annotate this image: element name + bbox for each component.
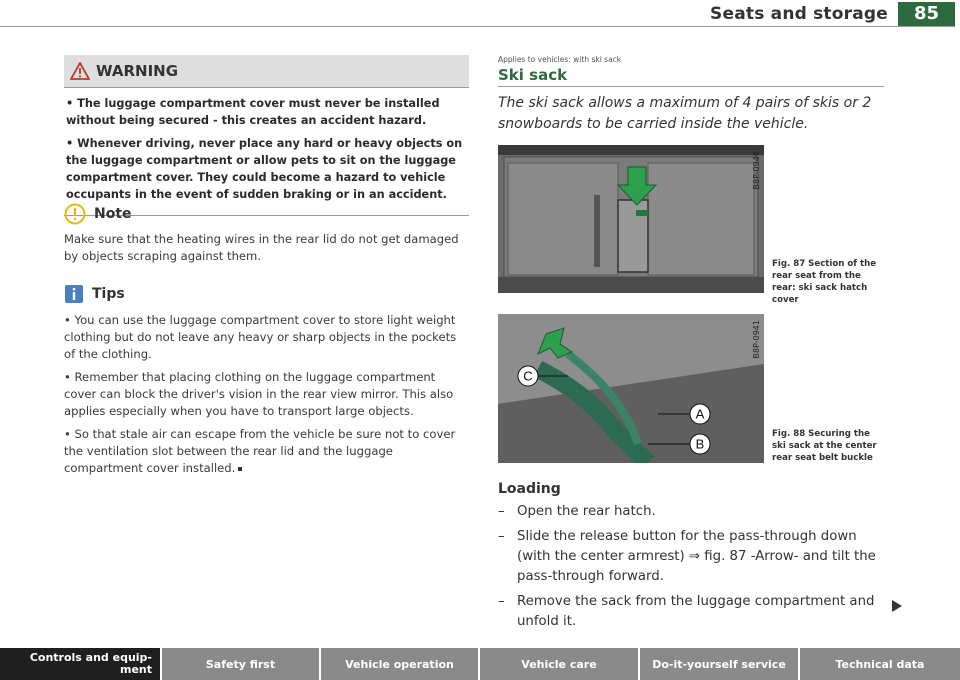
tab-vehicle-care[interactable] [480, 648, 640, 680]
warning-box [64, 55, 469, 216]
end-of-section-marker [238, 467, 242, 471]
tab-label-line: ment [119, 663, 152, 676]
step-dash: – [498, 504, 505, 519]
figure-88-caption: Fig. 88 Securing the ski sack at the center rear seat belt buckle [772, 429, 877, 463]
tab-technical-data[interactable] [800, 648, 960, 680]
figure-88-image [498, 314, 764, 463]
tab-do-it-yourself-service[interactable] [640, 648, 800, 680]
page-number: 85 [898, 2, 955, 26]
loading-heading: Loading [498, 481, 561, 497]
tab-controls-and-equipment[interactable] [0, 648, 162, 680]
tab-label: Vehicle operation [345, 657, 454, 671]
ski-sack-illustration [498, 314, 764, 463]
step-text: Slide the release button for the pass-through down (with the center armrest) ⇒ fig. 87 -Arrow- and tilt the pass-through forward. [517, 529, 876, 584]
header-rule [0, 26, 955, 27]
warning-heading [64, 55, 469, 88]
callout-a: A [695, 406, 705, 422]
tab-label-line: Controls and equip- [29, 651, 152, 664]
step-text: Remove the sack from the luggage compartment and unfold it. [517, 594, 875, 629]
note-text: Make sure that the heating wires in the rear lid do not get damaged by objects scraping against them. [64, 232, 459, 263]
warning-item: • The luggage compartment cover must never be installed without being secured - this creates an accident hazard. [66, 97, 440, 127]
info-icon [64, 284, 84, 304]
tab-safety-first[interactable] [162, 648, 321, 680]
tip-item-text: • So that stale air can escape from the vehicle be sure not to cover the ventilation slot between the rear lid and the luggage compartment cover installed. [64, 427, 456, 475]
note-section [64, 203, 469, 265]
tips-section [64, 284, 469, 483]
tip-item: • Remember that placing clothing on the luggage compartment cover can block the driver's vision in the rear view mirror. This also applies especially when you have to transport large objects. [64, 370, 454, 418]
page-header-title: Seats and storage [710, 4, 888, 24]
warning-item: • Whenever driving, never place any hard or heavy objects on the luggage compartment or allow pets to sit on the luggage compartment cover. They could become a hazard to vehicle occupants in the event of sudden braking or in an accident. [66, 137, 463, 201]
applies-to: Applies to vehicles: with ski sack [498, 55, 622, 64]
tips-heading [64, 284, 469, 304]
note-title: Note [94, 206, 132, 222]
loading-steps [498, 502, 890, 637]
step-text: Open the rear hatch. [517, 504, 656, 519]
tips-title: Tips [92, 286, 125, 302]
figure-87-caption: Fig. 87 Section of the rear seat from the rear: ski sack hatch cover [772, 259, 877, 305]
footer-nav [0, 648, 960, 680]
warning-title: WARNING [96, 62, 179, 80]
figure-code: B8P-0941 [752, 320, 761, 359]
figure-code: B8P-0940 [752, 151, 761, 190]
step-item [498, 502, 890, 522]
callout-b: B [695, 436, 705, 452]
warning-triangle-icon [70, 62, 90, 80]
note-heading [64, 203, 469, 225]
figure-87-image [498, 145, 764, 293]
step-item [498, 592, 890, 632]
step-dash: – [498, 594, 505, 609]
tab-label: Technical data [835, 657, 925, 671]
tab-label: Safety first [205, 657, 276, 671]
step-item [498, 527, 890, 587]
section-title: Ski sack [498, 66, 568, 84]
note-exclamation-icon [64, 203, 86, 225]
rear-seat-illustration [498, 145, 764, 293]
section-rule [498, 86, 884, 87]
tab-label: Vehicle care [521, 657, 597, 671]
tab-label: Do-it-yourself service [652, 657, 786, 671]
tab-vehicle-operation[interactable] [321, 648, 480, 680]
callout-c: C [523, 368, 533, 384]
step-dash: – [498, 529, 505, 544]
tip-item: • You can use the luggage compartment cover to store light weight clothing but do not leave any heavy or sharp objects in the pockets of the clothing. [64, 313, 457, 361]
tips-list [64, 312, 469, 477]
warning-body [64, 88, 469, 216]
continue-arrow-icon [892, 600, 902, 612]
section-lead: The ski sack allows a maximum of 4 pairs of skis or 2 snowboards to be carried inside the vehicle. [498, 95, 872, 132]
tip-item [64, 426, 469, 477]
